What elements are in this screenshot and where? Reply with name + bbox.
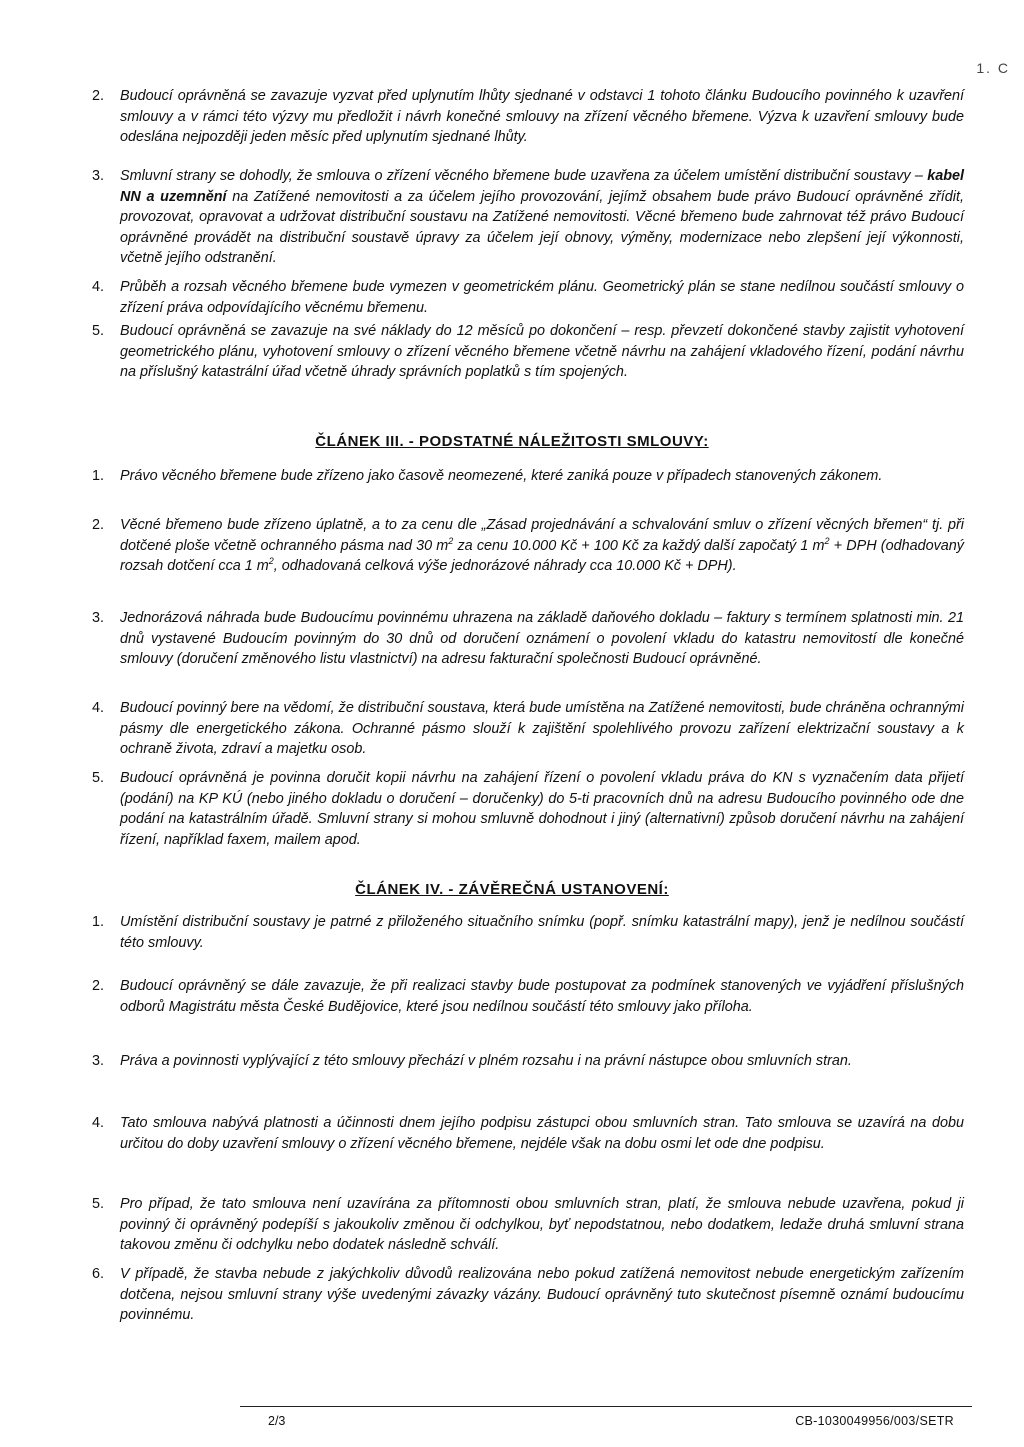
- item-number: 6.: [92, 1266, 105, 1282]
- a3-item-4: [92, 698, 964, 760]
- item-number: 5.: [92, 770, 105, 786]
- item-number: 1.: [92, 914, 105, 930]
- item-text-bold: kabel NN a uzemnění: [120, 168, 964, 205]
- item-number: 5.: [92, 323, 105, 339]
- item-text: Umístění distribuční soustavy je patrné z přiloženého situačního snímku (popř. snímku katastrální mapy), jenž je nedílnou součástí této smlouvy.: [120, 914, 964, 951]
- item-text: [120, 515, 964, 577]
- corner-mark: 1. C: [976, 60, 1010, 76]
- item-text: V případě, že stavba nebude z jakýchkoliv důvodů realizována nebo pokud zatížená nemovitost nebude energetickým zařízením dotčena, nejsou smluvní strany výše uvedenými závazky vázány. Budoucí oprávněný tuto skutečnost písemně oznámí budoucímu povinnému.: [120, 1266, 964, 1324]
- item-number: 3.: [92, 168, 105, 184]
- a4-item-3: [92, 1051, 964, 1072]
- a3-item-3: [92, 608, 964, 670]
- a4-item-1: [92, 912, 964, 953]
- item-3: [92, 166, 964, 269]
- item-number: 5.: [92, 1196, 105, 1212]
- item-number: 1.: [92, 468, 105, 484]
- item-number: 3.: [92, 610, 105, 626]
- item-text: Tato smlouva nabývá platnosti a účinnosti dnem jejího podpisu zástupci obou smluvních stran. Tato smlouva se uzavírá na dobu určitou do doby uzavření smlouvy o zřízení věcného břemene, nejdéle však na dobu osmi let ode dne podpisu.: [120, 1115, 964, 1152]
- item-text: [120, 166, 964, 269]
- item-4: [92, 277, 964, 318]
- a4-item-5: [92, 1194, 964, 1256]
- item-text: Budoucí oprávněná se zavazuje vyzvat před uplynutím lhůty sjednané v odstavci 1 tohoto článku Budoucího povinného k uzavření smlouvy a v rámci této výzvy mu předložit i návrh konečné smlouvy na zřízení věcného břemene. Výzva k uzavření smlouvy bude odeslána nejpozději jeden měsíc před uplynutím sjednané lhůty.: [120, 88, 964, 146]
- item-number: 4.: [92, 700, 105, 716]
- document-reference: CB-1030049956/003/SETR: [795, 1414, 954, 1428]
- superscript: 2: [824, 535, 830, 546]
- price-text-3: + DPH (odhadovaný rozsah dotčení cca 1 m: [120, 537, 964, 575]
- footer-divider: [240, 1406, 972, 1407]
- superscript: 2: [268, 556, 274, 567]
- item-number: 3.: [92, 1053, 105, 1069]
- superscript: 2: [448, 535, 454, 546]
- a3-item-2: [92, 515, 964, 577]
- item-text: Jednorázová náhrada bude Budoucímu povinnému uhrazena na základě daňového dokladu – faktury s termínem splatnosti min. 21 dnů vystavené Budoucím povinným do 30 dnů od doručení oznámení o povolení vkladu do katastru nemovitostí dle konečné smlouvy (doručení změnového listu vlastnictví) na adresu fakturační společnosti Budoucí oprávněné.: [120, 610, 964, 668]
- item-text: Průběh a rozsah věcného břemene bude vymezen v geometrickém plánu. Geometrický plán se stane nedílnou součástí smlouvy o zřízení práva odpovídajícího věcnému břemenu.: [120, 279, 964, 316]
- article-3-heading: ČLÁNEK III. - PODSTATNÉ NÁLEŽITOSTI SMLOUVY:: [315, 433, 709, 450]
- price-text-4: , odhadovaná celková výše jednorázové náhrady cca 10.000 Kč + DPH).: [273, 558, 737, 575]
- item-number: 2.: [92, 88, 105, 104]
- item-number: 4.: [92, 279, 105, 295]
- article-4-heading: ČLÁNEK IV. - ZÁVĚREČNÁ USTANOVENÍ:: [355, 881, 669, 898]
- item-text: Budoucí povinný bere na vědomí, že distribuční soustava, která bude umístěna na Zatížené nemovitosti, bude chráněna ochrannými pásmy dle energetického zákona. Ochranné pásmo slouží k zajištění spolehlivého provozu zařízení elektrizační soustavy a k ochraně života, zdraví a majetku osob.: [120, 700, 964, 758]
- item-number: 2.: [92, 517, 105, 533]
- item-text: Budoucí oprávněná se zavazuje na své náklady do 12 měsíců po dokončení – resp. převzetí dokončené stavby zajistit vyhotovení geometrického plánu, vyhotovení smlouvy o zřízení věcného břemene včetně návrhu na zahájení vkladového řízení, podání návrhu na příslušný katastrální úřad včetně úhrady správních poplatků s tím spojených.: [120, 323, 964, 381]
- item-text: Budoucí oprávněný se dále zavazuje, že při realizaci stavby bude postupovat za podmínek stanovených ve vyjádření příslušných odborů Magistrátu města České Budějovice, které jsou nedílnou součástí této smlouvy jako příloha.: [120, 978, 964, 1015]
- item-number: 2.: [92, 978, 105, 994]
- item-5: [92, 321, 964, 383]
- item-2: [92, 86, 964, 148]
- a4-item-4: [92, 1113, 964, 1154]
- item-text: Práva a povinnosti vyplývající z této smlouvy přechází v plném rozsahu i na právní nástupce obou smluvních stran.: [120, 1053, 852, 1069]
- page-number: 2/3: [268, 1414, 286, 1428]
- item-text-b: na Zatížené nemovitosti a za účelem jejího provozování, jejímž obsahem bude právo Budoucí oprávněné zřídit, provozovat, opravovat a udržovat distribuční soustavu na Zatížené nemovitosti. Věcné břemeno bude zahrnovat též právo Budoucí oprávněné provádět na distribuční soustavě úpravy za účelem její obnovy, výměny, modernizace nebo zlepšení její výkonnosti, včetně jejího odstranění.: [120, 188, 965, 267]
- item-text: Budoucí oprávněná je povinna doručit kopii návrhu na zahájení řízení o povolení vkladu práva do KN s vyznačením data přijetí (podání) na KP KÚ (nebo jiného dokladu o doručení – doručenky) do 5-ti pracovních dnů na adresu Budoucího povinného ode dne podání na katastrálním úřadě. Smluvní strany si mohou smluvně dohodnout i jiný (alternativní) způsob doručení návrhu na zahájení řízení, například faxem, mailem apod.: [120, 770, 964, 848]
- item-number: 4.: [92, 1115, 105, 1131]
- a4-item-6: [92, 1264, 964, 1326]
- a4-item-2: [92, 976, 964, 1017]
- price-text-1: Věcné břemeno bude zřízeno úplatně, a to za cenu dle „Zásad projednávání a schvalování smluv o zřízení věcných břemen“ tj. při dotčené ploše včetně ochranného pásma nad 30 m: [120, 517, 964, 554]
- price-text-2: za cenu 10.000 Kč + 100 Kč za každý další započatý 1 m: [453, 537, 825, 554]
- a3-item-5: [92, 768, 964, 850]
- item-text-a: Smluvní strany se dohodly, že smlouva o zřízení věcného břemene bude uzavřena za účelem umístění distribuční soustavy –: [120, 168, 928, 184]
- a3-item-1: [92, 466, 964, 487]
- item-text: Pro případ, že tato smlouva není uzavírána za přítomnosti obou smluvních stran, platí, že smlouva nebude uzavřena, pokud ji povinný či oprávněný podepíší s jakoukoliv změnou či odchylkou, byť nepodstatnou, nebo dodatkem, ledaže druhá smluvní strana takovou změnu či odchylku nebo dodatek následně schválí.: [120, 1196, 964, 1254]
- item-text: Právo věcného břemene bude zřízeno jako časově neomezené, které zaniká pouze v případech stanovených zákonem.: [120, 468, 883, 484]
